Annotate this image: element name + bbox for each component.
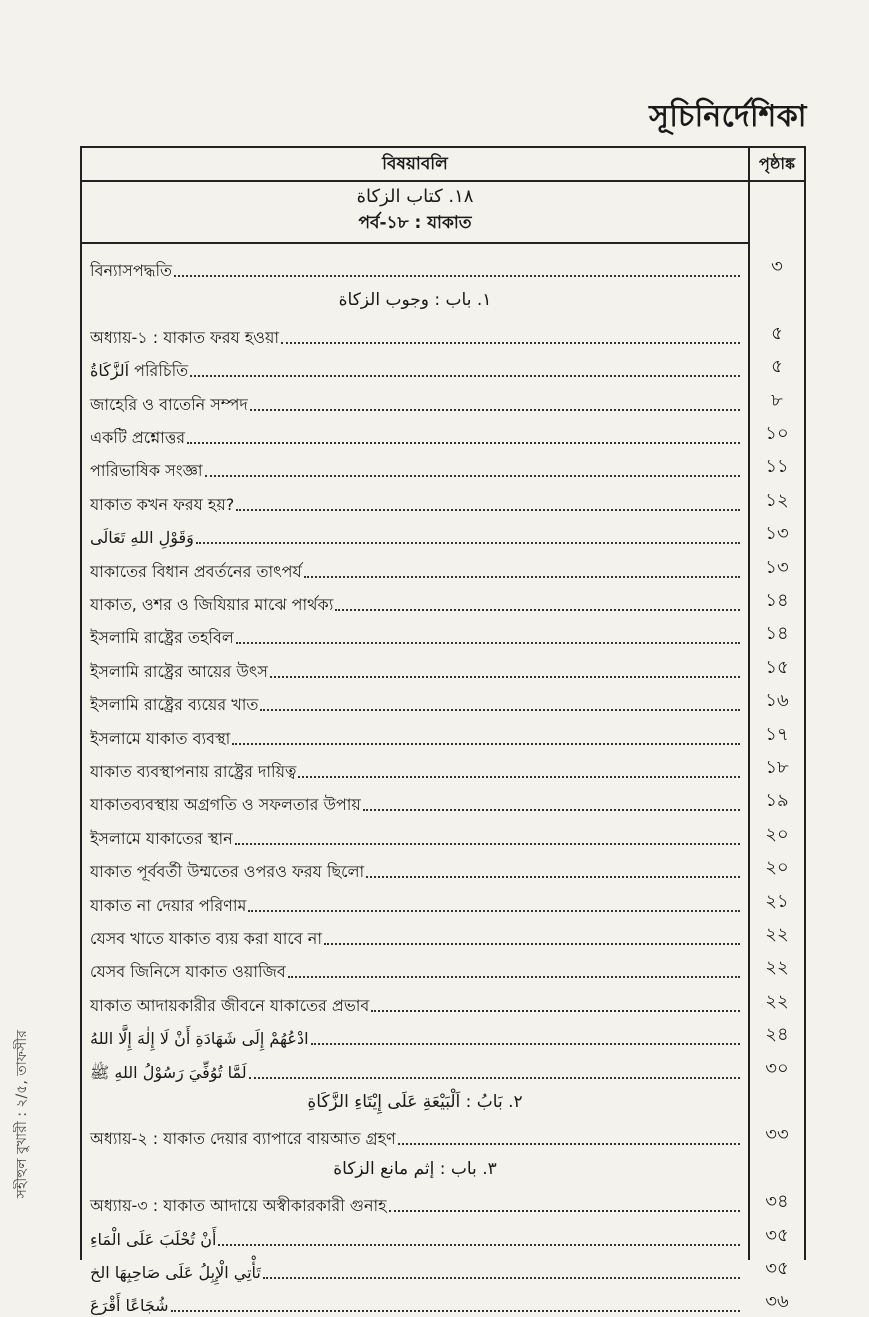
toc-row-page: ৩ [771,256,783,277]
toc-row[interactable] [90,753,740,783]
dot-leader [298,776,740,778]
toc-row[interactable] [90,619,740,649]
toc-row-page: ১৭ [765,723,789,745]
table-header [82,148,804,182]
toc-row[interactable] [90,1221,740,1251]
toc-row[interactable] [90,252,740,282]
toc-row-title: যাকাত আদায়কারীর জীবনে যাকাতের প্রভাব [90,995,370,1015]
section-subheading: ١. باب : وجوب الزكاة [338,290,492,311]
toc-row[interactable] [90,519,740,549]
dot-leader [311,1043,740,1045]
toc-row-title: অধ্যায়-১ : যাকাত ফরয হওয়া [90,327,280,347]
toc-row-page: ১৩ [765,556,789,578]
toc-row-page: ১১ [765,456,789,478]
toc-row-title: যাকাত, ওশর ও জিযিয়ার মাঝে পার্থক্য [90,595,334,614]
toc-row-title: ইসলামি রাষ্ট্রের তহবিল [90,628,234,648]
toc-row[interactable] [90,920,740,950]
dot-leader [196,542,740,544]
toc-row-page: ৩৪ [765,1191,789,1213]
toc-row-page: ১৫ [765,656,789,678]
toc-row-page: ১৩ [765,523,789,545]
toc-row-page: ৩৫ [765,1258,789,1279]
toc-row-title: تَأْتِي الْإِبِلُ عَلَى صَاحِبِهَا الخ [90,1263,261,1282]
toc-row-title: أَنْ تُحْلَبَ عَلَى الْمَاءِ [90,1229,217,1249]
toc-row-page: ৫ [771,356,783,378]
toc-row-title: জাহেরি ও বাতেনি সম্পদ [90,394,248,414]
toc-row[interactable] [90,1054,740,1084]
toc-row[interactable] [90,419,740,449]
dot-leader [260,709,740,711]
dot-leader [281,342,740,344]
toc-row-title: شُجَاعًا أَقْرَعَ [90,1296,169,1316]
toc-row-page: ২২ [765,957,789,979]
toc-row[interactable] [90,653,740,683]
dot-leader [249,1077,740,1079]
toc-row-title: যাকাত ব্যবস্থাপনায় রাষ্ট্রের দায়িত্ব [90,762,297,781]
toc-row-title: যাকাতব্যবস্থায় অগ্রগতি ও সফলতার উপায় [90,795,361,815]
toc-row[interactable] [90,319,740,349]
dot-leader [263,1277,740,1279]
part-heading [82,180,748,244]
toc-row-title: لَمَّا تُوُفِّيَ رَسُوْلُ اللهِ ﷺ [90,1062,247,1082]
dot-leader [235,843,740,845]
dot-leader [232,743,740,745]
toc-row-page: ৮ [771,389,783,411]
toc-row-page: ১৮ [765,757,789,778]
dot-leader [366,876,740,878]
toc-row[interactable] [90,553,740,583]
dot-leader [174,275,740,277]
part-title-arabic: ١٨. كتاب الزكاة [356,186,474,207]
toc-row-page: ১৬ [765,690,789,712]
page-title: সূচিনির্দেশিকা [649,99,807,134]
toc-row-page: ১৪ [765,590,789,611]
toc-row[interactable] [90,786,740,816]
toc-row[interactable] [90,386,740,416]
toc-row[interactable] [90,586,740,616]
dot-leader [270,676,740,678]
section-subheading: ٢. بَابُ : اَلْبَيْعَةِ عَلَى إِيْتَاءِ الزَّكَاةِ [307,1092,523,1112]
toc-row-page: ১৪ [765,623,789,645]
dot-leader [250,409,740,411]
toc-row-title: যেসব খাতে যাকাত ব্যয় করা যাবে না [90,929,322,948]
toc-row[interactable] [90,1120,740,1150]
toc-row[interactable] [90,452,740,482]
dot-leader [248,910,740,912]
dot-leader [389,1210,740,1212]
toc-row-page: ২০ [765,857,789,879]
dot-leader [398,1143,740,1145]
toc-row-title: যাকাত পূর্ববর্তী উম্মতের ওপরও ফরয ছিলো [90,862,365,882]
toc-row-title: যাকাতের বিধান প্রবর্তনের তাৎপর্য [90,561,302,581]
toc-row-title: ইসলামে যাকাতের স্থান [90,828,233,848]
toc-row-title: اَلزَّكَاةُ পরিচিতি [90,361,189,381]
dot-leader [236,642,740,644]
toc-row[interactable] [90,486,740,516]
dot-leader [190,375,740,377]
side-margin-text: সহীহুল বুখারী : ২/৫, তাফসীর [14,1030,30,1199]
dot-leader [218,1244,740,1246]
toc-row-title: অধ্যায়-৩ : যাকাত আদায়ে অস্বীকারকারী গুনাহ [90,1196,387,1216]
dot-leader [171,1310,740,1312]
toc-row-page: ১৯ [765,790,789,812]
section-subheading: ٣. باب : إثم مانع الزكاة [333,1158,497,1179]
dot-leader [187,442,740,444]
toc-row-title: যেসব জিনিসে যাকাত ওয়াজিব [90,962,286,982]
toc-table [80,146,806,1316]
toc-row-title: ادْعُهُمْ إِلَى شَهَادَةِ أَنْ لَا إِلٰهَ إِلَّا اللهُ [90,1029,309,1049]
toc-row-page: ২৪ [765,1024,789,1046]
header-page-number: পৃষ্ঠাঙ্ক [759,154,795,173]
toc-row[interactable] [90,1254,740,1284]
toc-row-title: ইসলামি রাষ্ট্রের আয়ের উৎস [90,661,268,681]
toc-row-page: ২০ [765,823,789,845]
toc-row[interactable] [90,820,740,850]
toc-row-page: ২২ [765,990,789,1012]
toc-row[interactable] [90,1287,740,1317]
dot-leader [324,943,740,945]
toc-row-title: বিন্যাসপদ্ধতি [90,261,173,280]
toc-row[interactable] [90,853,740,883]
toc-row-page: ২১ [765,890,789,912]
toc-row-title: যাকাত কখন ফরয হয়? [90,494,235,514]
toc-row-page: ৩৬ [765,1291,789,1313]
toc-row[interactable] [90,987,740,1017]
toc-row-page: ৩৫ [765,1224,789,1246]
dot-leader [205,475,740,477]
toc-row-title: যাকাত না দেয়ার পরিণাম [90,895,247,915]
toc-row-page: ১২ [765,489,789,511]
toc-row-page: ৩০ [765,1057,789,1079]
toc-row[interactable] [90,720,740,750]
toc-row-page: ৫ [771,322,783,344]
dot-leader [371,1010,740,1012]
header-topics: বিষয়াবলি [382,154,448,174]
dot-leader [363,809,740,811]
toc-row-title: وَقَوْلِ اللهِ تَعَالَى [90,528,194,548]
toc-row-title: ইসলামি রাষ্ট্রের ব্যয়ের খাত [90,695,259,715]
toc-row[interactable] [90,1187,740,1217]
dot-leader [288,976,740,978]
part-title-bengali: পর্ব-১৮ : যাকাত [358,213,472,233]
toc-row[interactable] [90,887,740,917]
toc-row-page: ১০ [765,423,789,444]
toc-row-title: পারিভাষিক সংজ্ঞা [90,461,203,481]
toc-row-title: একটি প্রশ্নোত্তর [90,428,186,447]
toc-row[interactable] [90,686,740,716]
toc-row-page: ২২ [765,924,789,945]
dot-leader [335,609,740,611]
dot-leader [304,576,740,578]
toc-row-page: ৩৩ [765,1124,789,1146]
toc-row-title: ইসলামে যাকাত ব্যবস্থা [90,728,231,748]
toc-row[interactable] [90,1020,740,1050]
dot-leader [236,509,740,511]
toc-row[interactable] [90,953,740,983]
toc-row-title: অধ্যায়-২ : যাকাত দেয়ার ব্যাপারে বায়আত গ্রহণ [90,1129,396,1149]
toc-row[interactable] [90,352,740,382]
